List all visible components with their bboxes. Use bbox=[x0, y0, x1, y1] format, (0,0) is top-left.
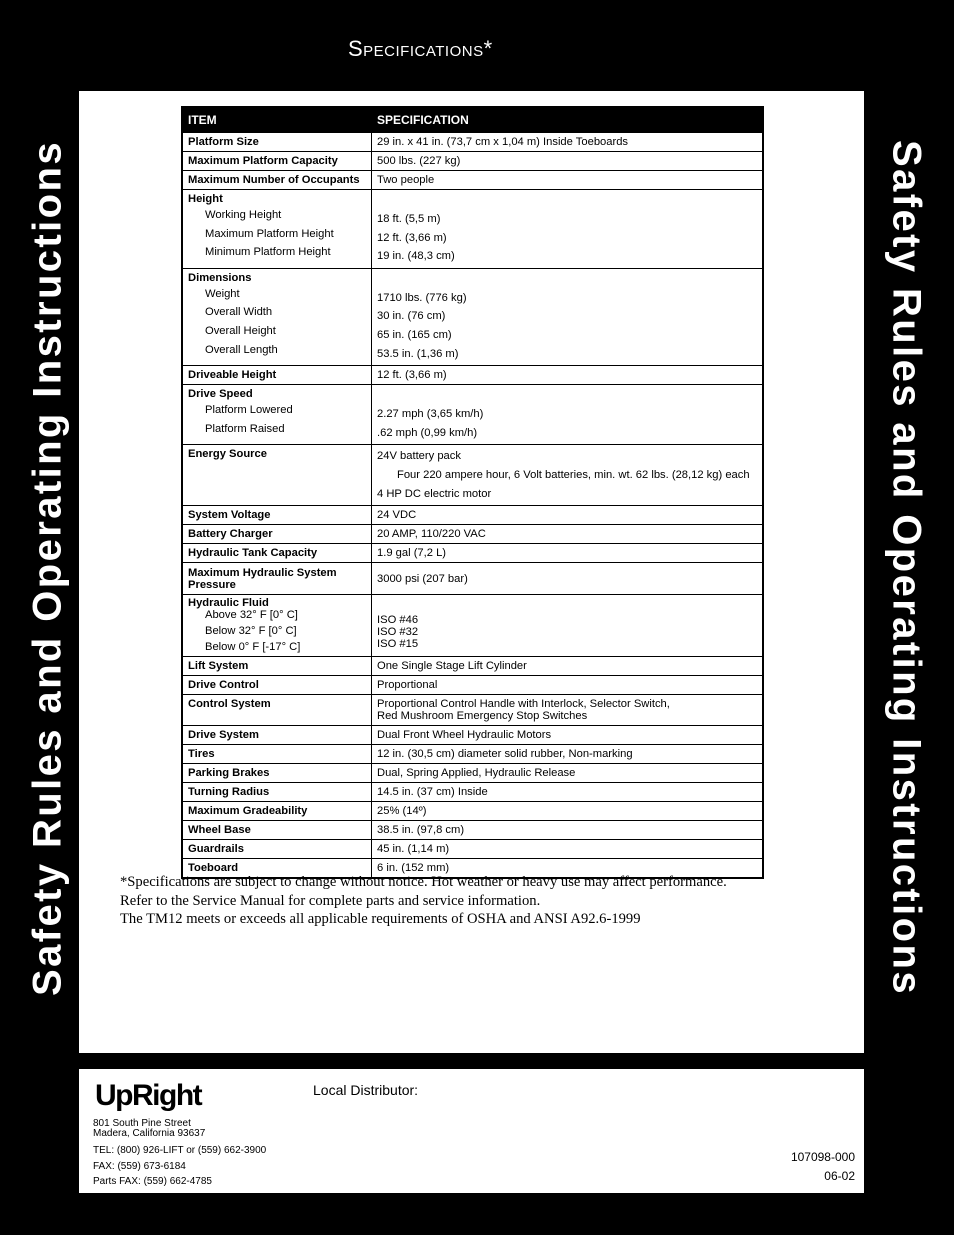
table-row bbox=[182, 385, 763, 445]
row-label: Drive Control bbox=[182, 676, 372, 695]
row-label: Drive System bbox=[182, 726, 372, 745]
row-subvalue: Proportional Control Handle with Interlock, Selector Switch, bbox=[377, 698, 670, 711]
footnote-line: Refer to the Service Manual for complete parts and service information. bbox=[120, 892, 541, 909]
row-value: 29 in. x 41 in. (73,7 cm x 1,04 m) Inside Toeboards bbox=[372, 133, 764, 152]
row-label: Energy Source bbox=[182, 445, 372, 506]
row-label-heading: Hydraulic Fluid bbox=[188, 597, 269, 610]
table-row bbox=[182, 268, 763, 365]
row-label: Wheel Base bbox=[182, 821, 372, 840]
row-subvalue: 4 HP DC electric motor bbox=[377, 487, 492, 500]
document-number: 107098-000 bbox=[790, 1150, 855, 1164]
table-row bbox=[182, 152, 763, 171]
row-value: 1.9 gal (7,2 L) bbox=[372, 544, 764, 563]
row-value: 12 ft. (3,66 m) bbox=[372, 366, 764, 385]
table-row bbox=[182, 745, 763, 764]
row-sublabel: Platform Lowered bbox=[205, 404, 293, 417]
address-line: 801 South Pine Street bbox=[93, 1118, 191, 1129]
table-row bbox=[182, 726, 763, 745]
table-row bbox=[182, 764, 763, 783]
row-subvalue: ISO #46 bbox=[377, 614, 419, 627]
footnote-line: The TM12 meets or exceeds all applicable requirements of OSHA and ANSI A92.6-1999 bbox=[120, 911, 641, 927]
row-label bbox=[182, 190, 372, 269]
table-row bbox=[182, 133, 763, 152]
row-label: Guardrails bbox=[182, 840, 372, 859]
row-value bbox=[372, 268, 764, 365]
row-sublabel: Platform Raised bbox=[205, 422, 285, 435]
row-subvalue: .62 mph (0,99 km/h) bbox=[377, 426, 478, 439]
row-label-line: Maximum Hydraulic System bbox=[188, 567, 337, 580]
row-subvalue: ISO #32 bbox=[377, 626, 419, 639]
row-subvalue: 53.5 in. (1,36 m) bbox=[377, 347, 459, 360]
row-value: Dual Front Wheel Hydraulic Motors bbox=[372, 726, 764, 745]
table-header-row bbox=[182, 107, 763, 133]
table-row bbox=[182, 171, 763, 190]
row-subvalue: ISO #15 bbox=[377, 638, 419, 651]
row-label: Parking Brakes bbox=[182, 764, 372, 783]
table-row bbox=[182, 695, 763, 726]
row-value bbox=[372, 595, 764, 657]
row-label: Driveable Height bbox=[182, 366, 372, 385]
row-subvalue: 12 ft. (3,66 m) bbox=[377, 231, 447, 244]
company-address bbox=[93, 1119, 205, 1139]
footer-panel bbox=[79, 1069, 864, 1193]
row-label: Platform Size bbox=[182, 133, 372, 152]
row-subvalue: 30 in. (76 cm) bbox=[377, 310, 446, 323]
row-label-heading: Height bbox=[188, 193, 223, 205]
row-value: 38.5 in. (97,8 cm) bbox=[372, 821, 764, 840]
row-sublabel: Above 32° F [0° C] bbox=[205, 609, 298, 622]
row-subvalue: 65 in. (165 cm) bbox=[377, 328, 452, 341]
row-subvalue: 1710 lbs. (776 kg) bbox=[377, 291, 467, 304]
row-value: 14.5 in. (37 cm) Inside bbox=[372, 783, 764, 802]
row-sublabel: Below 0° F [-17° C] bbox=[205, 641, 301, 654]
column-header-specification: SPECIFICATION bbox=[372, 107, 764, 133]
row-value: 12 in. (30,5 cm) diameter solid rubber, Non-marking bbox=[372, 745, 764, 764]
fax: FAX: (559) 673-6184 bbox=[93, 1161, 186, 1172]
row-value: One Single Stage Lift Cylinder bbox=[372, 657, 764, 676]
table-row bbox=[182, 445, 763, 506]
row-value: 45 in. (1,14 m) bbox=[372, 840, 764, 859]
table-row bbox=[182, 525, 763, 544]
row-label-heading: Dimensions bbox=[188, 271, 252, 284]
side-banner-left: Safety Rules and Operating Instructions bbox=[25, 140, 70, 996]
row-label bbox=[182, 595, 372, 657]
row-value: 6 in. (152 mm) bbox=[372, 859, 764, 879]
row-label: Maximum Platform Capacity bbox=[182, 152, 372, 171]
table-row bbox=[182, 840, 763, 859]
table-row bbox=[182, 821, 763, 840]
row-value: 24 VDC bbox=[372, 506, 764, 525]
row-label bbox=[182, 563, 372, 595]
table-row bbox=[182, 783, 763, 802]
row-sublabel: Overall Height bbox=[205, 324, 276, 337]
row-label: Control System bbox=[182, 695, 372, 726]
side-banner-right: Safety Rules and Operating Instructions bbox=[884, 140, 929, 996]
row-value bbox=[372, 190, 764, 269]
row-value bbox=[372, 385, 764, 445]
row-value: 25% (14º) bbox=[372, 802, 764, 821]
row-value: Dual, Spring Applied, Hydraulic Release bbox=[372, 764, 764, 783]
address-line: Madera, California 93637 bbox=[93, 1128, 206, 1139]
page-title: Specifications* bbox=[348, 36, 493, 61]
row-subvalue: 2.27 mph (3,65 km/h) bbox=[377, 408, 484, 421]
local-distributor-label: Local Distributor: bbox=[313, 1082, 419, 1098]
footnotes bbox=[120, 873, 727, 929]
row-subvalue: Four 220 ampere hour, 6 Volt batteries, min. wt. 62 lbs. (28,12 kg) each bbox=[397, 468, 750, 481]
row-value: Proportional bbox=[372, 676, 764, 695]
table-row bbox=[182, 563, 763, 595]
row-label-heading: Drive Speed bbox=[188, 388, 253, 401]
row-value bbox=[372, 695, 764, 726]
row-label: Turning Radius bbox=[182, 783, 372, 802]
row-label: Maximum Gradeability bbox=[182, 802, 372, 821]
content-panel bbox=[79, 91, 864, 1053]
document-date: 06-02 bbox=[824, 1169, 855, 1183]
parts-fax: Parts FAX: (559) 662-4785 bbox=[93, 1176, 212, 1187]
row-label bbox=[182, 385, 372, 445]
row-label: Maximum Number of Occupants bbox=[182, 171, 372, 190]
row-subvalue: 18 ft. (5,5 m) bbox=[377, 213, 441, 225]
specifications-table bbox=[181, 106, 764, 879]
row-subvalue: 24V battery pack bbox=[377, 450, 461, 463]
row-value: 500 lbs. (227 kg) bbox=[372, 152, 764, 171]
table-row bbox=[182, 595, 763, 657]
row-sublabel: Overall Length bbox=[205, 343, 278, 356]
row-sublabel: Weight bbox=[205, 287, 240, 300]
row-label: Hydraulic Tank Capacity bbox=[182, 544, 372, 563]
table-row bbox=[182, 366, 763, 385]
row-label-line: Pressure bbox=[188, 579, 236, 592]
row-sublabel: Minimum Platform Height bbox=[205, 246, 331, 259]
table-row bbox=[182, 190, 763, 269]
row-label bbox=[182, 268, 372, 365]
row-value bbox=[372, 445, 764, 506]
table-row bbox=[182, 506, 763, 525]
row-sublabel: Overall Width bbox=[205, 306, 273, 319]
upright-logo: UpRight bbox=[95, 1079, 202, 1112]
row-value: Two people bbox=[372, 171, 764, 190]
table-row bbox=[182, 676, 763, 695]
row-sublabel: Maximum Platform Height bbox=[205, 227, 334, 240]
row-sublabel: Below 32° F [0° C] bbox=[205, 625, 297, 638]
table-row bbox=[182, 802, 763, 821]
row-label: Lift System bbox=[182, 657, 372, 676]
table-row bbox=[182, 657, 763, 676]
row-label: Toeboard bbox=[182, 859, 372, 879]
row-value: 3000 psi (207 bar) bbox=[372, 563, 764, 595]
table-row bbox=[182, 544, 763, 563]
row-sublabel: Working Height bbox=[205, 209, 282, 221]
row-value: 20 AMP, 110/220 VAC bbox=[372, 525, 764, 544]
row-subvalue: Red Mushroom Emergency Stop Switches bbox=[377, 710, 588, 723]
column-header-item: ITEM bbox=[182, 107, 372, 133]
telephone: TEL: (800) 926-LIFT or (559) 662-3900 bbox=[93, 1145, 267, 1156]
footnote-line: *Specifications are subject to change without notice. Hot weather or heavy use may affect performance. bbox=[120, 874, 727, 890]
row-label: Battery Charger bbox=[182, 525, 372, 544]
row-label: Tires bbox=[182, 745, 372, 764]
row-label: System Voltage bbox=[182, 506, 372, 525]
row-subvalue: 19 in. (48,3 cm) bbox=[377, 250, 455, 263]
